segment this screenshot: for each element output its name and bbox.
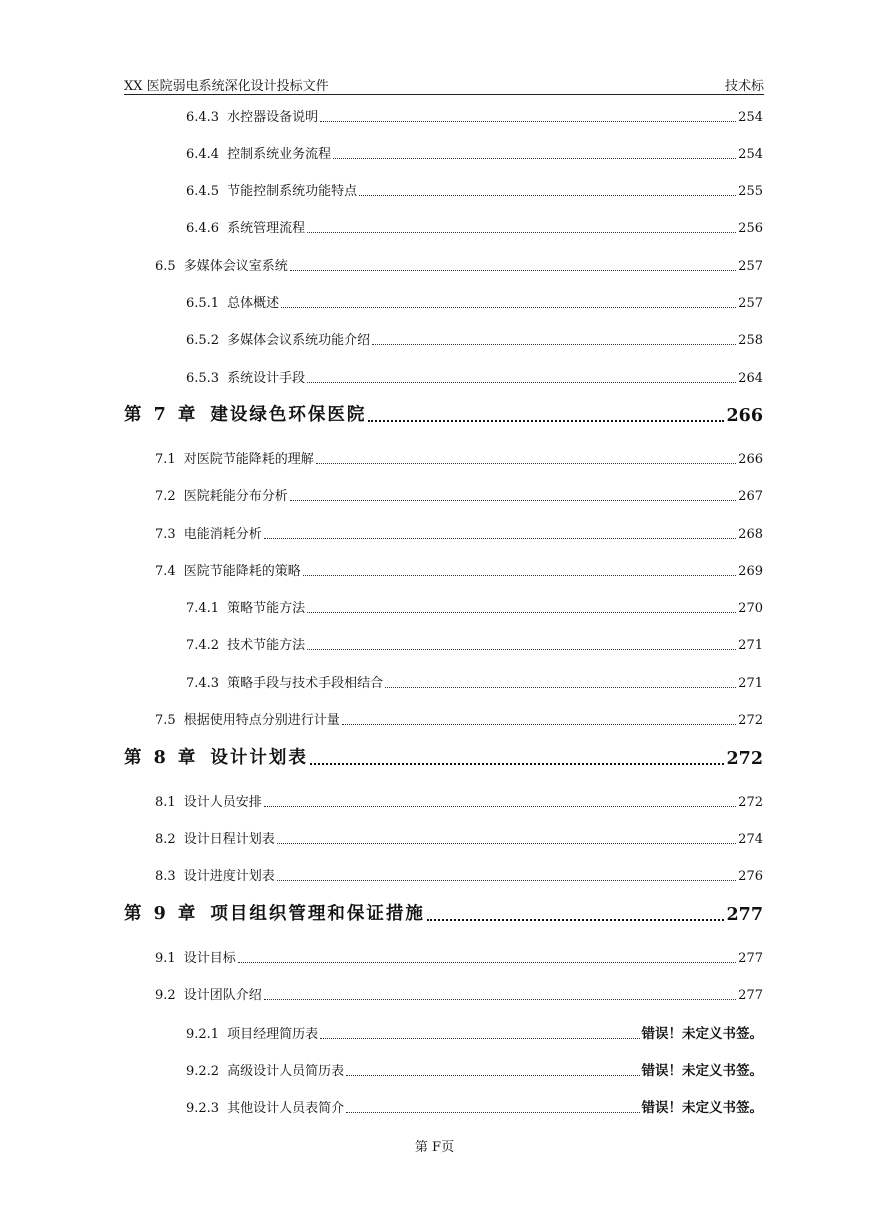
toc-entry-number: 7.4.1 (186, 601, 220, 616)
toc-entry[interactable] (155, 709, 763, 728)
toc-entry-title: 项目组织管理和保证措施 (210, 904, 425, 924)
toc-entry[interactable] (155, 984, 763, 1003)
toc-entry[interactable] (186, 106, 763, 125)
toc-entry[interactable] (155, 560, 763, 579)
toc-entry[interactable] (155, 828, 763, 847)
toc-entry-title: 设计团队介绍 (183, 988, 262, 1003)
toc-dot-leader (281, 307, 736, 308)
toc-entry-title: 系统管理流程 (227, 221, 306, 236)
toc-dot-leader (333, 158, 736, 159)
toc-dot-leader (264, 538, 736, 539)
toc-page-number: 272 (726, 749, 763, 769)
toc-page-number: 255 (738, 184, 763, 199)
toc-page-number: 268 (738, 527, 763, 542)
toc-entry[interactable] (186, 180, 763, 199)
toc-entry-title: 设计进度计划表 (183, 869, 275, 884)
toc-entry[interactable] (155, 448, 763, 467)
toc-chapter-entry[interactable] (124, 401, 763, 426)
toc-entry[interactable] (155, 255, 763, 274)
toc-page-number: 257 (738, 259, 763, 274)
toc-entry[interactable] (186, 634, 763, 653)
toc-dot-leader (307, 232, 736, 233)
toc-dot-leader (320, 121, 736, 122)
toc-dot-leader (307, 649, 736, 650)
toc-chapter-entry[interactable] (124, 744, 763, 769)
toc-entry-title: 节能控制系统功能特点 (227, 184, 358, 199)
toc-dot-leader (277, 843, 736, 844)
toc-entry-number: 6.4.3 (186, 110, 220, 125)
toc-dot-leader (372, 344, 736, 345)
toc-dot-leader (346, 1075, 639, 1076)
toc-dot-leader (303, 575, 736, 576)
toc-entry-title: 对医院节能降耗的理解 (183, 452, 314, 467)
toc-entry-title: 设计日程计划表 (183, 832, 275, 847)
toc-dot-leader (290, 500, 736, 501)
toc-entry-title: 医院耗能分布分析 (183, 489, 288, 504)
toc-page-number: 272 (738, 713, 763, 728)
toc-entry[interactable] (186, 217, 763, 236)
toc-page-number: 270 (738, 601, 763, 616)
toc-entry-number: 7.2 (155, 489, 176, 504)
toc-entry-number: 6.4.5 (186, 184, 220, 199)
toc-entry-number: 9.1 (155, 951, 176, 966)
toc-entry-title: 总体概述 (227, 296, 280, 311)
toc-page-number: 264 (738, 371, 763, 386)
toc-dot-leader (316, 463, 736, 464)
toc-entry-title: 医院节能降耗的策略 (183, 564, 301, 579)
toc-page-number: 266 (738, 452, 763, 467)
toc-entry-title: 技术节能方法 (227, 638, 306, 653)
toc-entry-number: 第 8 章 (124, 748, 199, 768)
toc-entry-number: 6.4.4 (186, 147, 220, 162)
toc-page-number: 271 (738, 638, 763, 653)
toc-entry-title: 设计人员安排 (183, 795, 262, 810)
toc-entry[interactable] (186, 597, 763, 616)
toc-entry-number: 9.2.3 (186, 1101, 220, 1116)
toc-entry-number: 6.5 (155, 259, 176, 274)
toc-entry-number: 9.2.2 (186, 1064, 220, 1079)
toc-page-number: 256 (738, 221, 763, 236)
toc-page-number: 276 (738, 869, 763, 884)
toc-page-number: 277 (726, 905, 763, 925)
toc-entry[interactable] (186, 1096, 763, 1116)
toc-entry[interactable] (155, 865, 763, 884)
page-header (124, 72, 764, 95)
toc-page-number: 258 (738, 333, 763, 348)
toc-entry[interactable] (186, 367, 763, 386)
toc-dot-leader (342, 724, 736, 725)
toc-entry-title: 电能消耗分析 (183, 527, 262, 542)
toc-page-number: 274 (738, 832, 763, 847)
toc-entry-number: 9.2.1 (186, 1027, 220, 1042)
toc-entry-number: 8.1 (155, 795, 176, 810)
toc-page-number: 277 (738, 951, 763, 966)
toc-entry-number: 6.5.3 (186, 371, 220, 386)
toc-entry-title: 建设绿色环保医院 (210, 405, 367, 425)
toc-entry-number: 6.5.2 (186, 333, 220, 348)
toc-entry-title: 多媒体会议室系统 (183, 259, 288, 274)
toc-entry-number: 8.2 (155, 832, 176, 847)
toc-entry-number: 8.3 (155, 869, 176, 884)
toc-entry-title: 多媒体会议系统功能介绍 (227, 333, 371, 348)
toc-entry-number: 7.3 (155, 527, 176, 542)
toc-page-number: 254 (738, 110, 763, 125)
toc-entry-number: 9.2 (155, 988, 176, 1003)
toc-page-number: 272 (738, 795, 763, 810)
toc-entry[interactable] (155, 485, 763, 504)
toc-bookmark-error: 错误！未定义书签。 (641, 1063, 763, 1079)
toc-entry[interactable] (186, 292, 763, 311)
toc-entry[interactable] (186, 672, 763, 691)
toc-entry-title: 系统设计手段 (227, 371, 306, 386)
toc-entry-title: 项目经理简历表 (227, 1027, 319, 1042)
toc-page-number: 257 (738, 296, 763, 311)
toc-entry-number: 第 7 章 (124, 405, 199, 425)
toc-entry-title: 策略节能方法 (227, 601, 306, 616)
toc-entry-title: 策略手段与技术手段相结合 (227, 676, 384, 691)
toc-dot-leader (307, 612, 736, 613)
toc-dot-leader (290, 270, 736, 271)
toc-page-number: 267 (738, 489, 763, 504)
toc-chapter-entry[interactable] (124, 900, 763, 925)
toc-dot-leader (264, 806, 736, 807)
toc-entry[interactable] (186, 1022, 763, 1042)
document-section-label: 技术标 (724, 79, 764, 94)
toc-bookmark-error: 错误！未定义书签。 (641, 1026, 763, 1042)
toc-entry-title: 设计计划表 (210, 748, 308, 768)
toc-dot-leader (346, 1112, 639, 1113)
toc-entry[interactable] (155, 947, 763, 966)
document-title: XX 医院弱电系统深化设计投标文件 (124, 79, 329, 94)
toc-entry[interactable] (186, 1059, 763, 1079)
toc-page-number: 266 (726, 406, 763, 426)
toc-entry[interactable] (186, 143, 763, 162)
toc-entry[interactable] (186, 329, 763, 348)
toc-dot-leader (359, 195, 736, 196)
toc-entry[interactable] (155, 523, 763, 542)
toc-dot-leader (385, 687, 736, 688)
toc-entry-number: 7.1 (155, 452, 176, 467)
toc-entry-title: 控制系统业务流程 (227, 147, 332, 162)
toc-entry-number: 6.5.1 (186, 296, 220, 311)
toc-entry-number: 7.4 (155, 564, 176, 579)
toc-bookmark-error: 错误！未定义书签。 (641, 1100, 763, 1116)
toc-entry-title: 水控器设备说明 (227, 110, 319, 125)
toc-entry-title: 设计目标 (183, 951, 236, 966)
toc-page-number: 269 (738, 564, 763, 579)
toc-entry[interactable] (155, 791, 763, 810)
page-number: 第 F页 (414, 1140, 455, 1155)
toc-dot-leader (310, 763, 725, 765)
toc-dot-leader (427, 919, 725, 921)
toc-entry-title: 根据使用特点分别进行计量 (183, 713, 340, 728)
toc-entry-title: 其他设计人员表简介 (227, 1101, 345, 1116)
toc-entry-title: 高级设计人员简历表 (227, 1064, 345, 1079)
toc-dot-leader (277, 880, 736, 881)
toc-page-number: 271 (738, 676, 763, 691)
toc-dot-leader (368, 420, 724, 422)
toc-page-number: 254 (738, 147, 763, 162)
toc-dot-leader (307, 382, 736, 383)
toc-entry-number: 7.4.2 (186, 638, 220, 653)
page-footer (0, 1136, 869, 1155)
toc-entry-number: 7.4.3 (186, 676, 220, 691)
toc-dot-leader (238, 962, 736, 963)
toc-dot-leader (320, 1038, 639, 1039)
toc-entry-number: 第 9 章 (124, 904, 199, 924)
toc-entry-number: 7.5 (155, 713, 176, 728)
toc-dot-leader (264, 999, 736, 1000)
toc-entry-number: 6.4.6 (186, 221, 220, 236)
toc-page-number: 277 (738, 988, 763, 1003)
